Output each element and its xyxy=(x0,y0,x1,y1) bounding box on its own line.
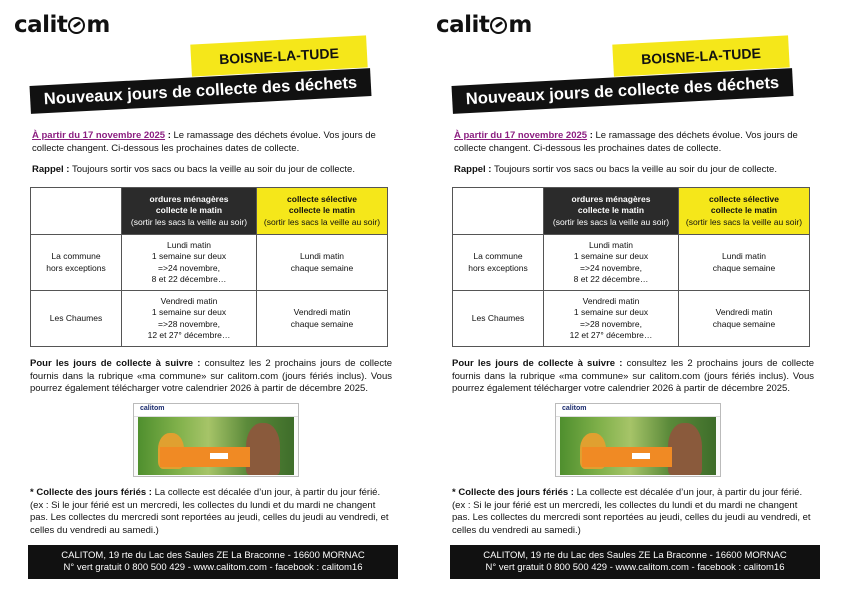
start-date: À partir du 17 novembre 2025 xyxy=(32,130,166,141)
footer-contact: N° vert gratuit 0 800 500 429 - www.calitom.com - facebook : calitom16 xyxy=(485,562,785,573)
flyer-left xyxy=(14,0,413,595)
intro-paragraph: À partir du 17 novembre 2025 : Le ramassage des déchets évolue. Vos jours de collecte changent. Ci-dessous les prochaines dates de collecte. xyxy=(32,130,376,154)
title-banner: Nouveaux jours de collecte des déchets xyxy=(30,68,372,114)
table-row xyxy=(31,291,388,347)
header-collecte-selective: collecte sélective collecte le matin (sortir les sacs la veille au soir) xyxy=(257,188,388,235)
screenshot-logo: calitom xyxy=(562,405,587,412)
feries-example: (ex : Si le jour férié est un mercredi, les collectes du lundi et du mardi ne changent pas. Les collectes du mercredi sont reportées au jeudi, celles du jeudi au vendredi, et celles du vendredi au samedi.) xyxy=(452,499,811,536)
feries-paragraph: * Collecte des jours fériés : La collecte est décalée d’un jour, à partir du jour férié. (ex : Si le jour férié est un mercredi, les collectes du lundi et du mardi ne changent pas. Les collectes du mercredi sont reportées au jeudi, celles du jeudi au vendredi, et celles du vendredi au samedi.) xyxy=(30,487,389,536)
schedule-table xyxy=(452,187,810,347)
start-date: À partir du 17 novembre 2025 xyxy=(454,130,588,141)
cs-cell: Vendredi matin chaque semaine xyxy=(679,291,810,347)
cs-cell: Vendredi matin chaque semaine xyxy=(257,291,388,347)
calitom-logo: calit m xyxy=(14,12,110,38)
screenshot-photo xyxy=(138,417,294,475)
rappel-text: Toujours sortir vos sacs ou bacs la veille au soir du jour de collecte. xyxy=(491,164,777,175)
footer xyxy=(450,545,820,579)
suivre-label: Pour les jours de collecte à suivre : xyxy=(30,358,201,369)
feries-label: * Collecte des jours fériés : xyxy=(452,487,574,498)
table-corner xyxy=(453,188,544,235)
header-ordures-menageres: ordures ménagères collecte le matin (sortir les sacs la veille au soir) xyxy=(122,188,257,235)
table-row xyxy=(453,291,810,347)
city-banner: BOISNE-LA-TUDE xyxy=(190,35,367,76)
logo-o-icon xyxy=(68,17,85,34)
intro-text: Le ramassage des déchets évolue. Vos jours de collecte changent. Ci-dessous les prochaines dates de collecte. xyxy=(454,130,798,154)
flyer-right xyxy=(436,0,835,595)
table-corner xyxy=(31,188,122,235)
feries-example: (ex : Si le jour férié est un mercredi, les collectes du lundi et du mardi ne changent pas. Les collectes du mercredi sont reportées au jeudi, celles du jeudi au vendredi, et celles du vendredi au samedi.) xyxy=(30,499,389,536)
footer-address: CALITOM, 19 rte du Lac des Saules ZE La Braconne - 16600 MORNAC xyxy=(483,550,787,561)
website-screenshot xyxy=(133,403,299,477)
cs-cell: Lundi matin chaque semaine xyxy=(679,235,810,291)
commune-cell: La commune hors exceptions xyxy=(453,235,544,291)
suivre-paragraph: Pour les jours de collecte à suivre : consultez les 2 prochains jours de collecte fournis dans la rubrique «ma commune» sur calitom.com (jours fériés inclus). Vous pourrez également télécharger votre calendrier 2026 à partir de décembre 2025. xyxy=(30,358,392,394)
city-banner: BOISNE-LA-TUDE xyxy=(612,35,789,76)
rappel-paragraph xyxy=(454,164,824,175)
table-row xyxy=(453,235,810,291)
feries-paragraph: * Collecte des jours fériés : La collecte est décalée d’un jour, à partir du jour férié. (ex : Si le jour férié est un mercredi, les collectes du lundi et du mardi ne changent pas. Les collectes du mercredi sont reportées au jeudi, celles du jeudi au vendredi, et celles du vendredi au samedi.) xyxy=(452,487,811,536)
logo-o-icon xyxy=(490,17,507,34)
commune-cell: Les Chaumes xyxy=(31,291,122,347)
feries-label: * Collecte des jours fériés : xyxy=(30,487,152,498)
calitom-logo: calit m xyxy=(436,12,532,38)
header-collecte-selective: collecte sélective collecte le matin (sortir les sacs la veille au soir) xyxy=(679,188,810,235)
suivre-paragraph: Pour les jours de collecte à suivre : consultez les 2 prochains jours de collecte fournis dans la rubrique «ma commune» sur calitom.com (jours fériés inclus). Vous pourrez également télécharger votre calendrier 2026 à partir de décembre 2025. xyxy=(452,358,814,394)
commune-cell: Les Chaumes xyxy=(453,291,544,347)
suivre-label: Pour les jours de collecte à suivre : xyxy=(452,358,623,369)
website-screenshot xyxy=(555,403,721,477)
om-cell: Lundi matin 1 semaine sur deux =>24 novembre, 8 et 22 décembre… xyxy=(544,235,679,291)
intro-paragraph: À partir du 17 novembre 2025 : Le ramassage des déchets évolue. Vos jours de collecte changent. Ci-dessous les prochaines dates de collecte. xyxy=(454,130,798,154)
om-cell: Lundi matin 1 semaine sur deux =>24 novembre, 8 et 22 décembre… xyxy=(122,235,257,291)
footer xyxy=(28,545,398,579)
footer-contact: N° vert gratuit 0 800 500 429 - www.calitom.com - facebook : calitom16 xyxy=(63,562,363,573)
om-cell: Vendredi matin 1 semaine sur deux =>28 novembre, 12 et 27° décembre… xyxy=(544,291,679,347)
intro-text: Le ramassage des déchets évolue. Vos jours de collecte changent. Ci-dessous les prochaines dates de collecte. xyxy=(32,130,376,154)
title-banner: Nouveaux jours de collecte des déchets xyxy=(452,68,794,114)
screenshot-photo xyxy=(560,417,716,475)
table-row xyxy=(31,235,388,291)
rappel-paragraph xyxy=(32,164,402,175)
footer-address: CALITOM, 19 rte du Lac des Saules ZE La Braconne - 16600 MORNAC xyxy=(61,550,365,561)
schedule-table xyxy=(30,187,388,347)
commune-cell: La commune hors exceptions xyxy=(31,235,122,291)
cs-cell: Lundi matin chaque semaine xyxy=(257,235,388,291)
rappel-text: Toujours sortir vos sacs ou bacs la veille au soir du jour de collecte. xyxy=(69,164,355,175)
screenshot-logo: calitom xyxy=(140,405,165,412)
rappel-label: Rappel : xyxy=(454,164,492,175)
om-cell: Vendredi matin 1 semaine sur deux =>28 novembre, 12 et 27° décembre… xyxy=(122,291,257,347)
header-ordures-menageres: ordures ménagères collecte le matin (sortir les sacs la veille au soir) xyxy=(544,188,679,235)
rappel-label: Rappel : xyxy=(32,164,70,175)
